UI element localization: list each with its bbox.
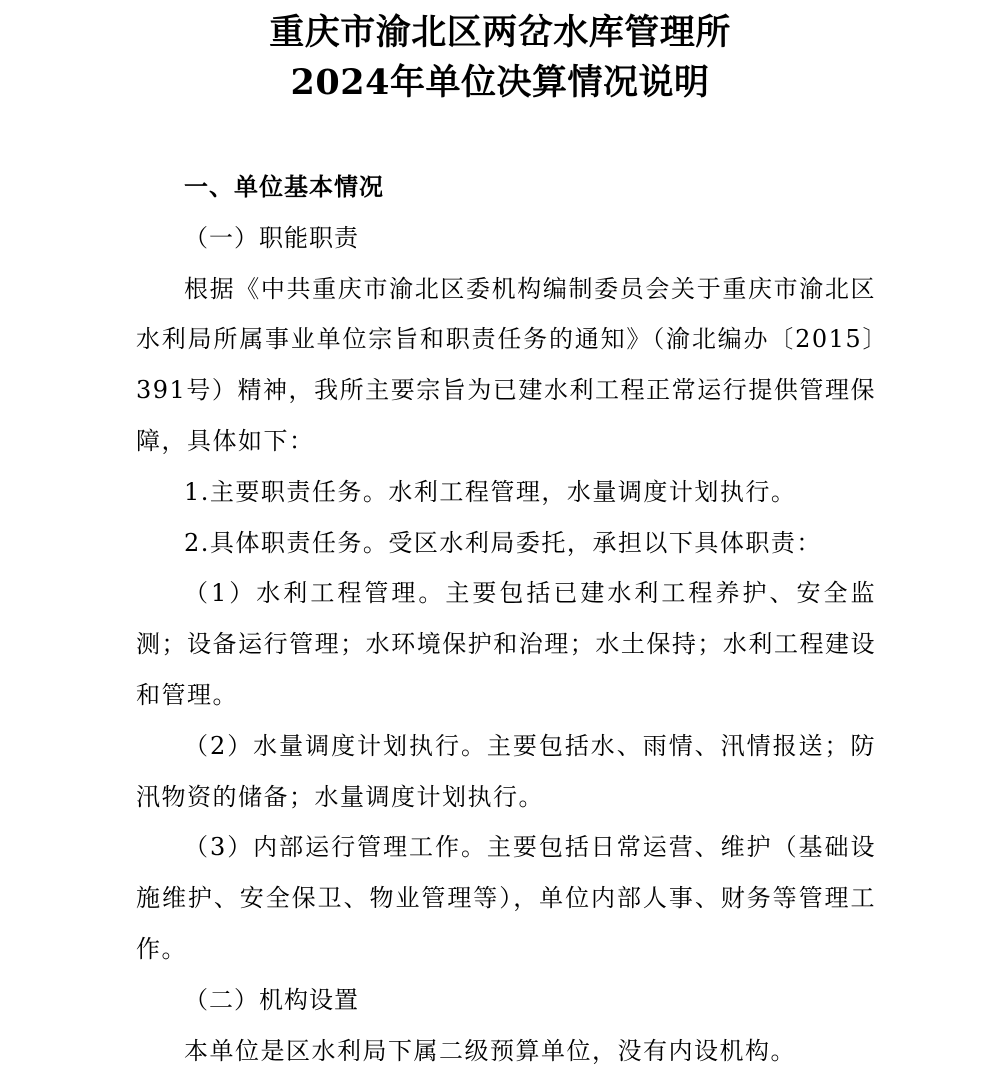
paragraph-specific-duties: 2.具体职责任务。受区水利局委托，承担以下具体职责： (184, 528, 822, 557)
document-title-line-1: 重庆市渝北区两岔水库管理所 (269, 12, 731, 53)
paragraph-duty-2: （2）水量调度计划执行。主要包括水、雨情、汛情报送；防汛物资的储备；水量调度计划执行。 (136, 731, 876, 811)
paragraph-mandate: 根据《中共重庆市渝北区委机构编制委员会关于重庆市渝北区水利局所属事业单位宗旨和职责任务的通知》（渝北编办〔2015〕391号）精神，我所主要宗旨为已建水利工程正常运行提供管理保障，具体如下： (136, 274, 876, 455)
paragraph-organization: 本单位是区水利局下属二级预算单位，没有内设机构。 (184, 1036, 796, 1065)
subsection-heading-organization: （二）机构设置 (184, 985, 359, 1014)
paragraph-duty-3: （3）内部运行管理工作。主要包括日常运营、维护（基础设施维护、安全保卫、物业管理等），单位内部人事、财务等管理工作。 (136, 833, 876, 963)
paragraph-main-duties: 1.主要职责任务。水利工程管理，水量调度计划执行。 (184, 477, 797, 506)
document-title-line-2: 2024年单位决算情况说明 (290, 62, 710, 103)
section-heading-basic-info: 一、单位基本情况 (184, 172, 384, 201)
subsection-heading-functions: （一）职能职责 (184, 223, 359, 252)
document-body (136, 162, 876, 1076)
paragraph-duty-1: （1）水利工程管理。主要包括已建水利工程养护、安全监测；设备运行管理；水环境保护和治理；水土保持；水利工程建设和管理。 (136, 579, 876, 709)
